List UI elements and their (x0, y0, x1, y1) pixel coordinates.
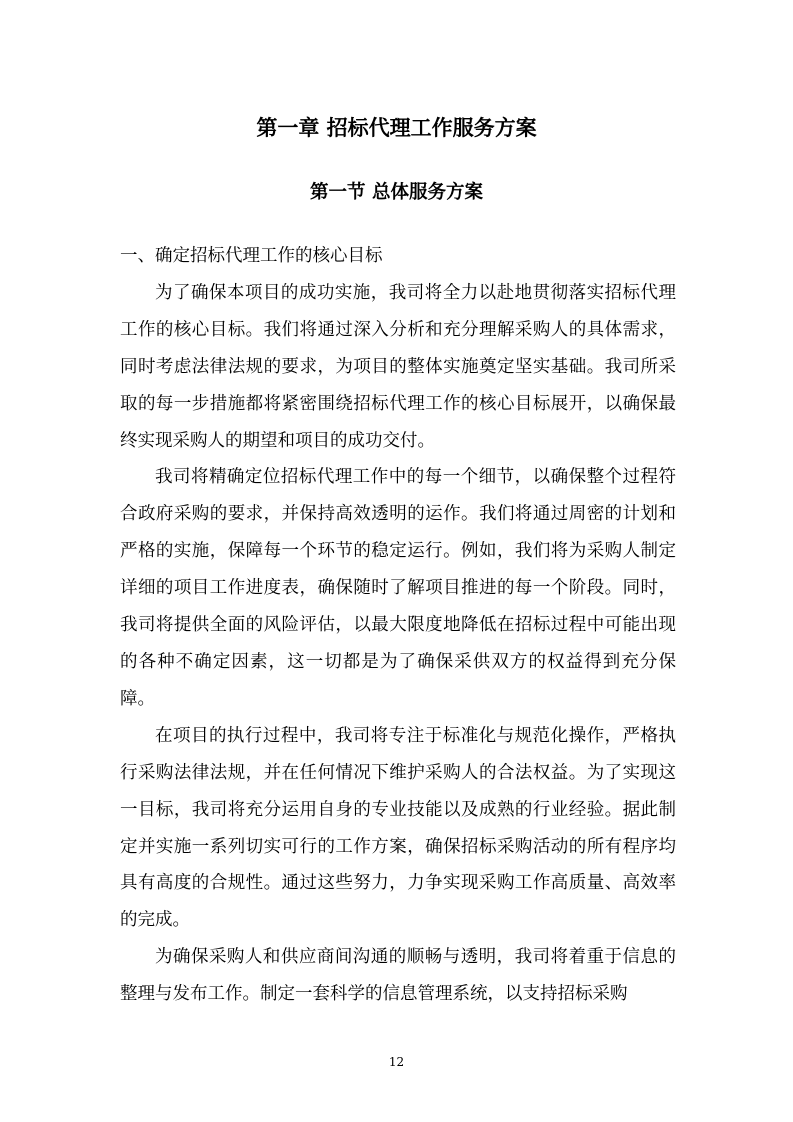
section-title: 第一节 总体服务方案 (310, 182, 483, 203)
body-text (120, 238, 676, 1013)
paragraph-3: 在项目的执行过程中，我司将专注于标准化与规范化操作，严格执行采购法律法规，并在任何情况下维护采购人的合法权益。为了实现这一目标，我司将充分运用自身的专业技能以及成熟的行业经验。据此制定并实施一系列切实可行的工作方案，确保招标采购活动的所有程序均具有高度的合规性。通过这些努力，力争实现采购工作高质量、高效率的完成。 (120, 725, 676, 931)
paragraph-1: 为了确保本项目的成功实施，我司将全力以赴地贯彻落实招标代理工作的核心目标。我们将通过深入分析和充分理解采购人的具体需求，同时考虑法律法规的要求，为项目的整体实施奠定坚实基础。我司所采取的每一步措施都将紧密围绕招标代理工作的核心目标展开，以确保最终实现采购人的期望和项目的成功交付。 (120, 282, 676, 451)
chapter-title: 第一章 招标代理工作服务方案 (256, 115, 537, 140)
paragraph-2: 我司将精确定位招标代理工作中的每一个细节，以确保整个过程符合政府采购的要求，并保持高效透明的运作。我们将通过周密的计划和严格的实施，保障每一个环节的稳定运行。例如，我们将为采购人制定详细的项目工作进度表，确保随时了解项目推进的每一个阶段。同时，我司将提供全面的风险评估，以最大限度地降低在招标过程中可能出现的各种不确定因素，这一切都是为了确保采供双方的权益得到充分保障。 (120, 467, 676, 709)
subsection-heading: 一、确定招标代理工作的核心目标 (120, 246, 383, 266)
paragraph-4: 为确保采购人和供应商间沟通的顺畅与透明，我司将着重于信息的整理与发布工作。制定一套科学的信息管理系统，以支持招标采购 (120, 947, 676, 1005)
page-number: 12 (388, 1055, 405, 1069)
